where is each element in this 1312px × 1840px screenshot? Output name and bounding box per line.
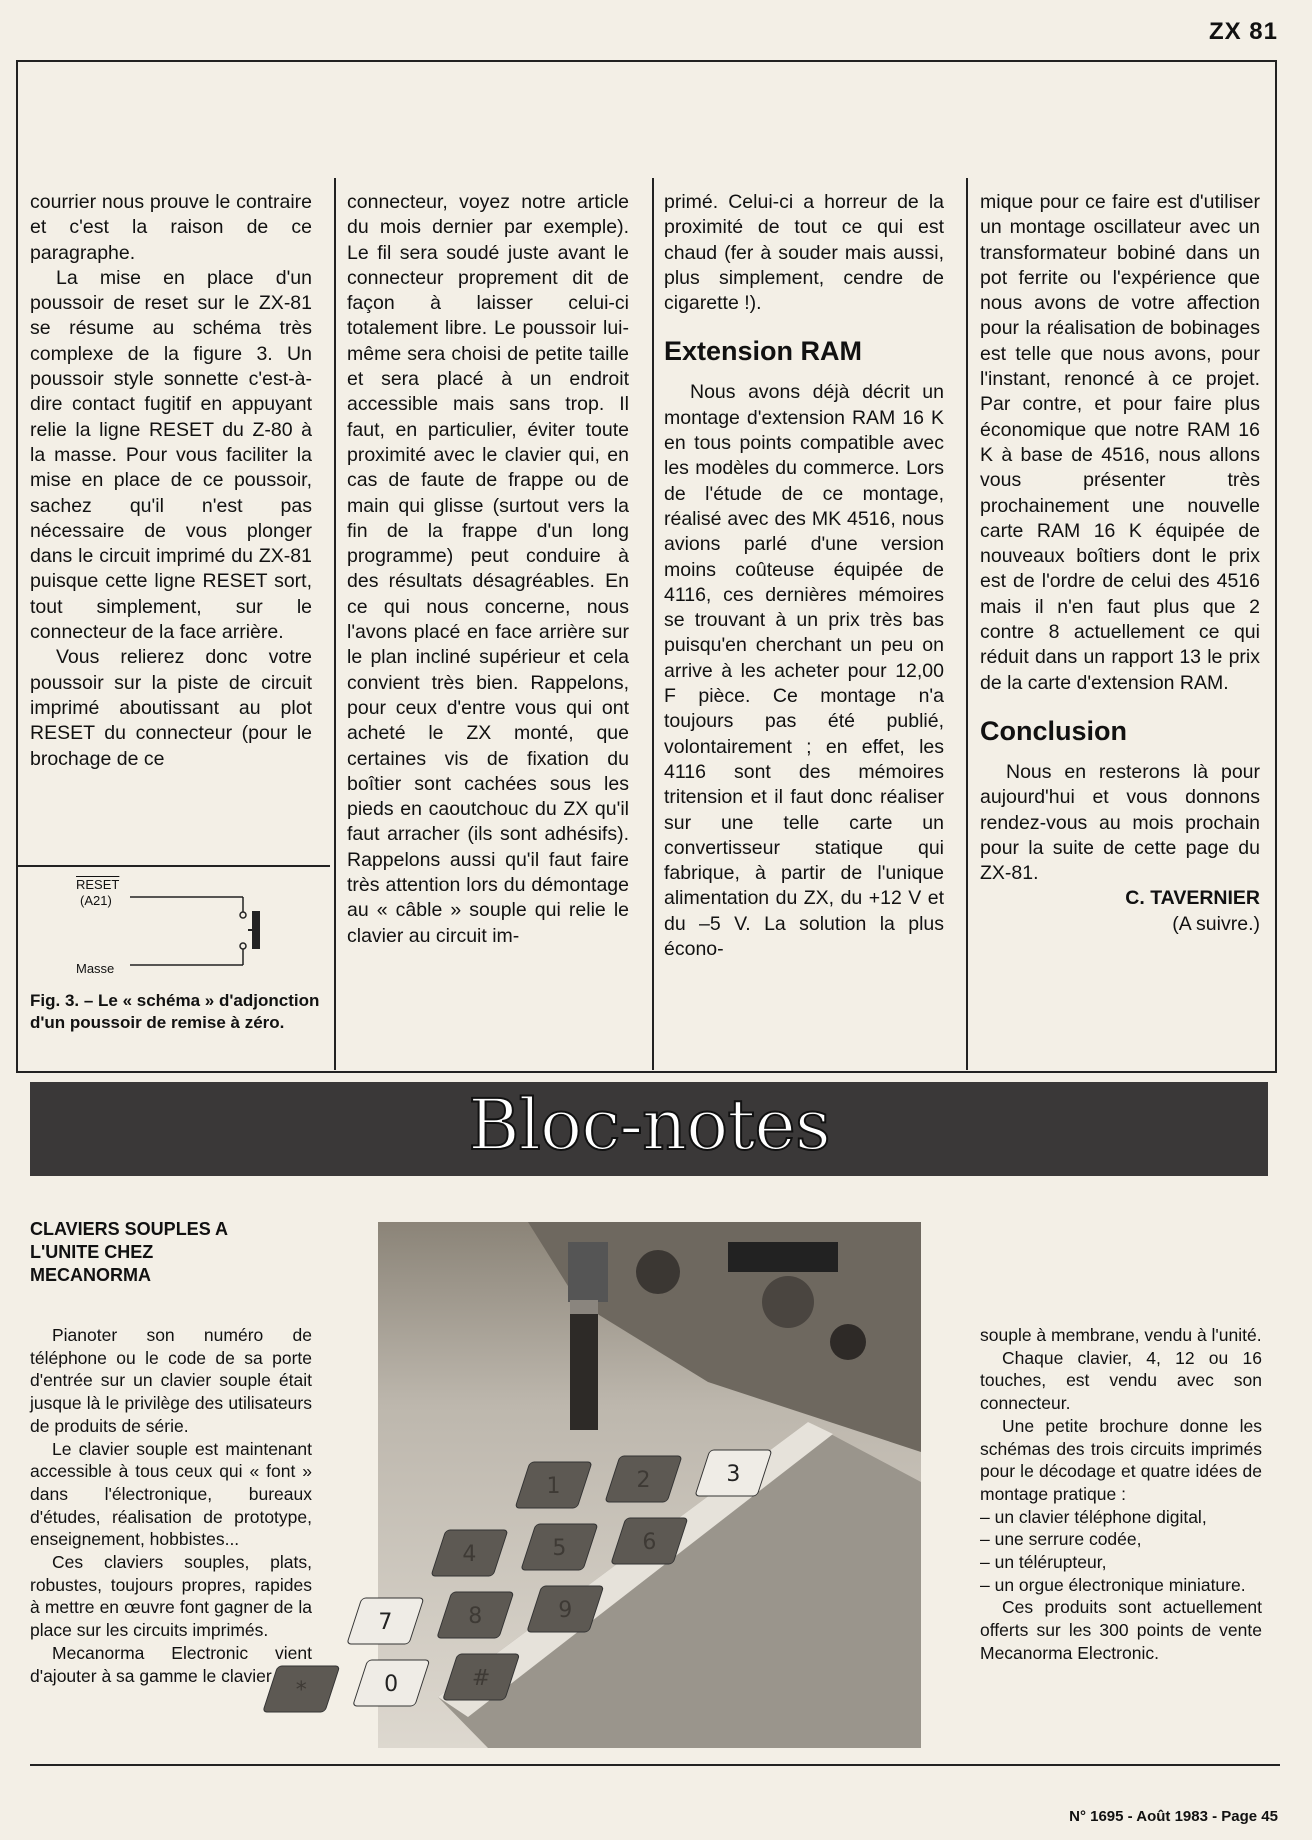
a21-label: (A21) (80, 893, 112, 908)
keypad-illustration (295, 1222, 921, 1748)
paragraph: Chaque clavier, 4, 12 ou 16 touches, est vendu avec son connecteur. (980, 1347, 1262, 1414)
paragraph: souple à membrane, vendu à l'unité. (980, 1325, 1262, 1345)
bloc-notes-right-column (980, 1324, 1262, 1665)
paragraph: Vous relierez donc votre poussoir sur la piste de circuit imprimé aboutissant au plot RESET du connecteur (pour le brochage de ce (30, 646, 312, 770)
paragraph: primé. Celui-ci a horreur de la proximité de tout ce qui est chaud (fer à souder mais aussi, plus simplement, cendre de cigarette !). (664, 191, 944, 315)
keypad-key-label: # (471, 1666, 491, 1691)
column-divider (966, 178, 968, 1070)
article-column-3 (664, 190, 944, 962)
page-footer: N° 1695 - Août 1983 - Page 45 (1069, 1808, 1278, 1825)
author-signature: C. TAVERNIER (1125, 887, 1260, 910)
list-item: – un télérupteur, (980, 1552, 1107, 1573)
keypad-key-label: 6 (642, 1530, 657, 1555)
section-heading: Extension RAM (664, 336, 863, 367)
bottom-rule (30, 1764, 1280, 1766)
keypad-key-label: 1 (546, 1474, 561, 1499)
list-item: – une serrure codée, (980, 1529, 1142, 1550)
section-heading: Conclusion (980, 715, 1127, 746)
column-divider (652, 178, 654, 1070)
article-column-1 (30, 190, 312, 772)
masse-label: Masse (76, 961, 115, 976)
paragraph: Nous en resterons là pour aujourd'hui et vous donnons rendez-vous au mois prochain pour la suite de cette page du ZX-81. (980, 760, 1260, 885)
article-column-4 (980, 190, 1260, 937)
paragraph: Nous avons déjà décrit un montage d'extension RAM 16 K en tous points compatible avec les modèles du commerce. Lors de l'étude de ce montage, réalisé avec des MK 4516, nous avions parlé d'une version moins coûteuse équipée de 4116, ces dernières mémoires se trouvant à un prix très bas puisqu'en cherchant un peu on arrive à les acheter pour 12,00 F pièce. Ce montage n'a toujours pas été publié, volontairement ; en effet, les 4116 sont des mémoires tritension et il faut donc réaliser sur une telle carte un convertisseur statique qui fabrique, à partir de l'unique alimentation du ZX, du +12 V et du –5 V. La solution la plus écono- (664, 381, 944, 961)
paragraph: Mecanorma Electronic vient d'ajouter à sa gamme le clavier (30, 1642, 312, 1686)
keypad-key-label: 7 (378, 1610, 393, 1635)
keypad-key-label: 4 (462, 1542, 477, 1567)
paragraph: mique pour ce faire est d'utiliser un montage oscillateur avec un transformateur bobiné dans un pot ferrite ou l'expérience que nous avons de votre affection pour la réalisation de bobinages est telle que nous avons, pour l'instant, renoncé à ce projet. Par contre, et pour faire plus économique que notre RAM 16 K à base de 4516, nous allons vous présenter très prochainement une nouvelle carte RAM 16 K équipée de nouveaux boîtiers dont le prix est de l'ordre de celui des 4516 mais il n'en faut plus que 2 contre 8 actuellement ce qui réduit dans un rapport 13 le prix de la carte d'extension RAM. (980, 191, 1260, 694)
figure-3 (18, 865, 330, 1071)
section-tag: ZX 81 (1208, 18, 1278, 45)
paragraph: courrier nous prouve le contraire et c'est la raison de ce paragraphe. (30, 191, 312, 264)
keypad-key-label: 8 (468, 1604, 483, 1629)
banner-title: Bloc-notes (468, 1084, 830, 1166)
reset-schematic (18, 867, 330, 987)
keypad-key-label: 2 (636, 1468, 651, 1493)
keypad-photo (295, 1222, 921, 1748)
keypad-key-label: 0 (384, 1672, 399, 1697)
list-item: – un orgue électronique miniature. (980, 1574, 1246, 1595)
paragraph: Une petite brochure donne les schémas des trois circuits imprimés pour le décodage et quatre idées de montage pratique : (980, 1415, 1262, 1504)
article-column-2 (347, 190, 629, 949)
keypad-key-label: 9 (558, 1598, 573, 1623)
keypad-key-label: * (295, 1678, 307, 1703)
paragraph: Ces produits sont actuellement offerts sur les 300 points de vente Mecanorma Electronic. (980, 1597, 1262, 1663)
column-divider (334, 178, 336, 1070)
reset-label: RESET (76, 877, 120, 892)
paragraph: connecteur, voyez notre article du mois dernier par exemple). Le fil sera soudé juste avant le connecteur proprement dit de façon à laisser celui-ci totalement libre. Le poussoir lui-même sera choisi de petite taille et sera placé à un endroit accessible mais sans trop. Il faut, en particulier, éviter toute proximité avec le clavier qui, en cas de faute de frappe ou de main qui glisse (surtout vers la fin de la frappe d'un long programme) peut conduire à des résultats désagréables. En ce qui nous concerne, nous l'avons placé en face arrière sur le plan incliné supérieur et cela convient très bien. Rappelons, pour ceux d'entre vous qui ont acheté le ZX monté, que certaines vis de fixation du boîtier sont cachées sous les pieds en caoutchouc du ZX qu'il faut arracher (ils sont adhésifs). Rappelons aussi qu'il faut faire très attention lors du démontage au « câble » souple qui relie le clavier au circuit im- (347, 191, 629, 947)
paragraph: Pianoter son numéro de téléphone ou le code de sa porte d'entrée sur un clavier souple était jusque là le privilège des utilisateurs de produits de série. (30, 1325, 312, 1436)
paragraph: Le clavier souple est maintenant accessible à tous ceux qui « font » dans l'électronique, bureaux d'études, réalisation de prototype, enseignement, hobbistes... (30, 1438, 312, 1550)
keypad-key-label: 5 (552, 1536, 567, 1561)
figure-caption: Fig. 3. – Le « schéma » d'adjonction d'un poussoir de remise à zéro. (30, 991, 320, 1032)
bloc-notes-title: CLAVIERS SOUPLES A L'UNITE CHEZ MECANORMA (30, 1219, 228, 1285)
bloc-notes-banner (30, 1082, 1268, 1176)
paragraph: La mise en place d'un poussoir de reset sur le ZX-81 se résume au schéma très complexe de la figure 3. Un poussoir style sonnette c'est-à-dire contact fugitif en appuyant relie la ligne RESET du Z-80 à la masse. Pour vous faciliter la mise en place de ce poussoir, sachez qu'il n'est pas nécessaire de vous plonger dans le circuit imprimé du ZX-81 puisque cette ligne RESET sort, tout simplement, sur le connecteur de la face arrière. (30, 266, 312, 644)
bloc-notes-left-column (30, 1324, 312, 1687)
keypad-key-label: 3 (726, 1462, 741, 1487)
to-be-continued: (A suivre.) (1172, 912, 1260, 935)
list-item: – un clavier téléphone digital, (980, 1506, 1207, 1527)
paragraph: Ces claviers souples, plats, robustes, toujours propres, rapides à mettre en œuvre font gagner de la place sur les circuits imprimés. (30, 1552, 312, 1641)
